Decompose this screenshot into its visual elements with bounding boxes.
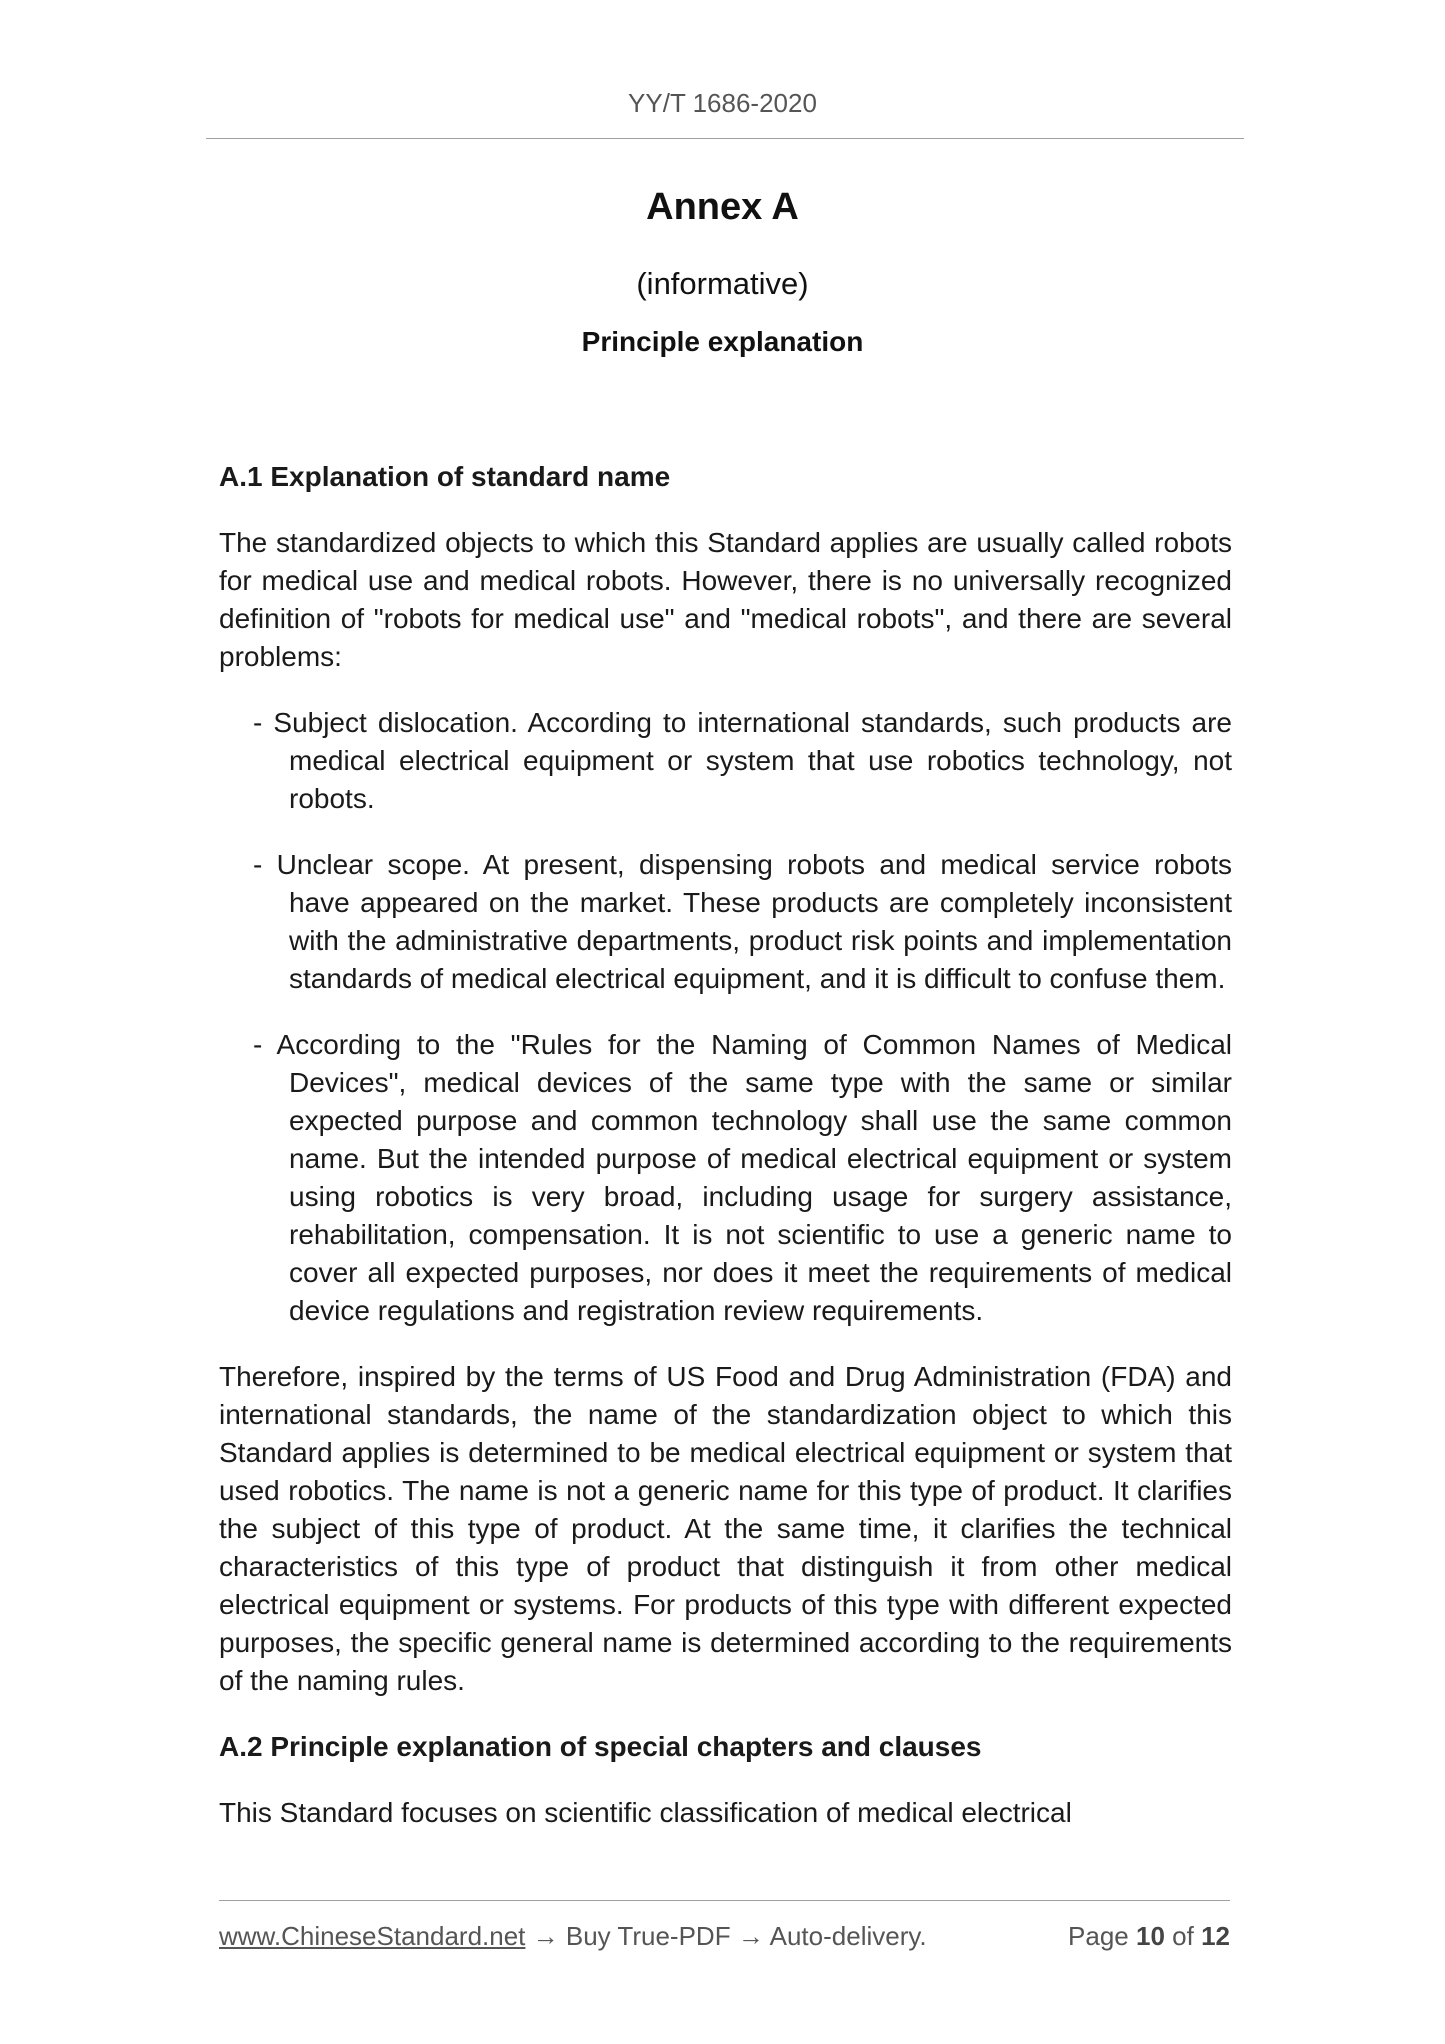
section-a2-intro-paragraph: This Standard focuses on scientific classification of medical electrical	[219, 1797, 1072, 1828]
total-pages-number: 12	[1201, 1921, 1230, 1951]
arrow-right-icon: →	[532, 1921, 559, 1951]
page-label: Page	[1068, 1921, 1129, 1951]
header-divider	[206, 138, 1244, 139]
auto-delivery-text: Auto-delivery.	[769, 1921, 927, 1951]
section-heading-a1: A.1 Explanation of standard name	[219, 461, 671, 492]
list-item: - According to the "Rules for the Naming of Common Names of Medical Devices", medical devices of the same type with the same or similar expected purpose and common technology shall use the same common name. But the intended purpose of medical electrical equipment or system using robotics is very broad, including usage for surgery assistance, rehabilitation, compensation. It is not scientific to use a generic name to cover all expected purposes, nor does it meet the requirements of medical device regulations and registration review requirements.	[253, 1029, 1232, 1326]
section-a1-intro-paragraph: The standardized objects to which this Standard applies are usually called robots for medical use and medical robots. However, there is no universally recognized definition of "robots for medical use" and "medical robots", and there are several problems:	[219, 527, 1232, 672]
annex-type: (informative)	[636, 266, 809, 301]
arrow-right-icon: →	[737, 1921, 764, 1951]
footer-divider	[219, 1900, 1230, 1901]
annex-title: Annex A	[646, 186, 799, 228]
page-footer	[219, 1921, 1230, 1952]
section-heading-a2: A.2 Principle explanation of special chapters and clauses	[219, 1731, 982, 1762]
annex-subtitle: Principle explanation	[581, 326, 864, 357]
of-label: of	[1172, 1921, 1194, 1951]
page-indicator	[1068, 1921, 1230, 1952]
problems-list	[219, 704, 1232, 1330]
current-page-number: 10	[1136, 1921, 1165, 1951]
section-a1-conclusion-paragraph: Therefore, inspired by the terms of US Food and Drug Administration (FDA) and international standards, the name of the standardization object to which this Standard applies is determined to be medical electrical equipment or system that used robotics. The name is not a generic name for this type of product. It clarifies the subject of this type of product. At the same time, it clarifies the technical characteristics of this type of product that distinguish it from other medical electrical equipment or systems. For products of this type with different expected purposes, the specific general name is determined according to the requirements of the naming rules.	[219, 1361, 1232, 1696]
website-link[interactable]: www.ChineseStandard.net	[219, 1921, 526, 1951]
list-item: - Subject dislocation. According to international standards, such products are medical electrical equipment or system that use robotics technology, not robots.	[253, 707, 1232, 814]
document-body	[219, 458, 1232, 1860]
buy-pdf-text: Buy True-PDF	[565, 1921, 731, 1951]
list-item: - Unclear scope. At present, dispensing robots and medical service robots have appeared on the market. These products are completely inconsistent with the administrative departments, product risk points and implementation standards of medical electrical equipment, and it is difficult to confuse them.	[253, 849, 1232, 994]
document-code-header: YY/T 1686-2020	[628, 88, 817, 118]
